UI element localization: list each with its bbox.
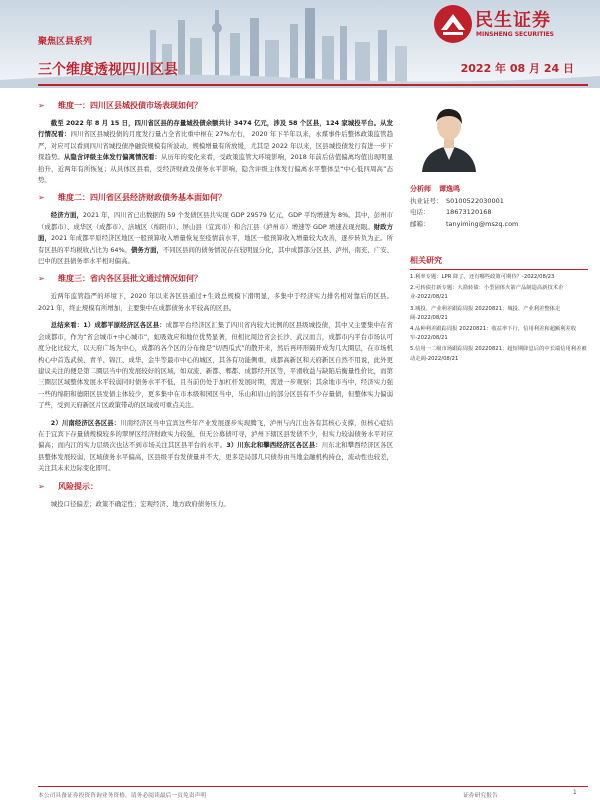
- paragraph: [38, 418, 393, 475]
- text-run: 川东北和攀西经济区各区县整体发展较弱，区域债务水平偏高，区县级平台发债量并不大，更多是局部几只债券由当地金融机构持仓，流动性也较差，关注其未来边际变化即可。: [38, 441, 394, 473]
- report-title: 三个维度透视四川区县: [38, 62, 178, 78]
- analyst-row: 邮箱： tanyiming@mszq.com: [410, 219, 588, 231]
- report-date: 2022 年 08 月 24 日: [460, 62, 574, 75]
- text-run: 从历年的变化来看，受政策监管大环境影响，2018 年前后估值偏离均值出现明显抬升，近两年有所恢复；从具体区县看，受经济财政及债务水平影响，隐含评级主体发行偏离水平整体呈“中心低四周高”态势。: [38, 153, 394, 185]
- analyst-row: 电话： 18673120168: [410, 208, 492, 216]
- bold-run: 截至 2022 年 8 月 15 日，四川省区县的存量城投债余额共计 3474 亿元，涉及 58 个区县，124 家城投平台。从发行情况看：: [38, 119, 393, 139]
- bold-run: 债务方面，: [130, 245, 163, 254]
- paragraph: [38, 210, 393, 267]
- arrow-bullet-icon: ➢: [38, 101, 45, 110]
- logo-chinese-text: 民生证券: [475, 10, 551, 31]
- arrow-bullet-icon: ➢: [38, 193, 45, 203]
- section-heading: ➢ 维度一：四川区县城投债市场表现如何？: [38, 101, 202, 110]
- company-logo: [433, 4, 593, 48]
- related-title: 相关研究: [410, 255, 588, 270]
- paragraph: [38, 499, 393, 510]
- related-item[interactable]: 4.品种利差跟踪周报 20220821：收益率下行，信用利差和超额利差收窄-2022/08/21: [410, 326, 577, 342]
- footer-report-type: 证券研究报告: [463, 793, 498, 799]
- header-divider: [38, 84, 588, 86]
- footer-divider: [38, 786, 588, 787]
- bold-run: 经济方面，: [50, 211, 83, 220]
- bold-run: 总结来看：1）成都平原经济区各区县：: [50, 321, 166, 330]
- text-run: 成都平台经济区汇集了四川省内较大比例的区县级城投债，其中又主要集中在省会成都市，作为“省会城市+中心城市”，虹吸效应和地位优势显著，但相比周边省会长沙、武汉而言，成都市内平台市场认可度分化比较大，以天府广场为中心，成都的各个区的分布像是“切西瓜式”的散开来，然后再环形隔开成为几大圈层，在市场机构心中首选武侯、青羊、锦江、成华、金牛等最市中心的城区，其各有功能侧重，成都高新区和天府新区自然不用说，此外更建议关注的便是第二圈层当中的发展较好的区域，如双流、新都、郫都、成都经开区等，平滑收益与缺陷后衡量性价比，而第三圈层区域整体发展水平较弱同时债务水平不低，且当前仍处于加杠杆发展时期，需进一步观察；其余地市当中，经济实力强一些的绵阳和德阳区县发债主体较少，更多集中在市本级和园区当中，乐山和眉山的部分区县有不少存量债，但整体实力偏弱了些，受到天府新区片区政策带动的区域或可重点关注。: [38, 321, 393, 410]
- analyst-name: 谭逸鸣: [439, 185, 460, 193]
- report-series: 聚焦区县系列: [38, 37, 93, 47]
- text-run: 四川省区县城投债的月度发行量占全省比重中枢在 27%左右， 2020 年下半年以来，永煤事件后整体政策监管趋严，对应可以看到四川省城投债净融资规模有所波动，规模增量有所放缓，尤其是 2022 年以来，区县城投债发行有进一步下探趋势。: [38, 130, 394, 162]
- logo-english-text: MINSHENG SECURITIES: [476, 31, 554, 38]
- paragraph: [38, 291, 393, 314]
- analyst-role: 分析师: [410, 185, 431, 193]
- related-item[interactable]: 2.可转债打新专题：大箭转债：小型固体火箭产品制造高新技术企业-2022/08/21: [410, 285, 564, 301]
- related-research: [410, 255, 588, 366]
- footer-disclaimer: 本公司具备证券投资咨询业务资格，请务必阅读最后一页免责声明: [38, 793, 207, 799]
- text-run: 2021 年成都平原经济区地区一般预算收入增量恢复至疫情前水平，地区一般预算收入增量较大改善，逐步转负为正。所有区县的平均税收占比为 64%。: [38, 234, 393, 254]
- analyst-row: 执业证号： S0100522030001: [410, 196, 504, 205]
- bold-run: 2）川南经济区各区县：: [50, 418, 121, 427]
- paragraph: [38, 118, 393, 186]
- text-run: 2021 年，四川省已出数据的 59 个发债区县共实现 GDP 29579 亿元，GDP 平均增速为 8%。其中，彭州市（成都市）、成华区（成都市）、涪城区（绵阳市）、屏山县（宜宾市）和合江县（泸州市）增速等 GDP 增速表现亮眼。: [38, 211, 393, 231]
- analyst-info: [410, 184, 588, 230]
- bold-run: 3）川东北和攀西经济区各区县：: [226, 441, 322, 450]
- header-banner: [0, 0, 600, 88]
- related-item[interactable]: 1.利率专题：LPR 降了，还有哪些政策可期待？-2022/08/23: [410, 274, 555, 280]
- section-heading: ➢ 风险提示：: [38, 481, 98, 491]
- paragraph: [38, 320, 393, 411]
- arrow-bullet-icon: ➢: [38, 481, 45, 491]
- page-number: 1: [573, 790, 577, 796]
- related-item[interactable]: 5.信用一二级市场跟踪周报 20220821：超短期降息后的中长端信用利差被动走阔-2022/08/21: [410, 346, 587, 362]
- analyst-email[interactable]: tanyiming@mszq.com: [446, 219, 519, 228]
- text-run: 近两年监管趋严的环境下，2020 年以来各区县通过+生效总规模下滑明显，多集中于经济实力排名相对靠后的区县。2021 年，终止规模有所增加，主要集中在成都债务水平较高的区县。: [38, 292, 393, 312]
- bold-run: 从隐含评级主体发行偏离情况看：: [63, 153, 162, 162]
- minsheng-logo-icon: [433, 4, 473, 44]
- text-run: 不同区县间的债务情况存在较明显分化，其中成都部分区县、泸州、南充、广安、巴中的区县债务率水平相对偏高。: [38, 245, 393, 266]
- section-heading: ➢ 维度二：四川省区县经济财政债务基本面如何？: [38, 193, 226, 203]
- main-content: [38, 100, 393, 516]
- arrow-bullet-icon: ➢: [38, 274, 45, 284]
- text-run: 川南经济区当中宜宾这些年产业发展逐步实现腾飞，泸州与内江也各有其核心支撑，但核心症结在于宜宾下存量债规模较多的翠屏区经济财政实力较强，但无公募债可寻，泸州下辖区县发债不少，但实力较弱债务水平对应偏高；而内江的实力层级次也达不到市场关注其区县平台的水平。: [38, 418, 394, 450]
- bold-run: 财政方面，: [38, 222, 393, 243]
- analyst-photo: [410, 94, 488, 172]
- text-run: 城投口径偏差；政策不确定性；宏观经济、地方政府债务压力。: [50, 499, 230, 508]
- section-heading: ➢ 维度三：省内各区县批文通过情况如何？: [38, 274, 202, 284]
- related-item[interactable]: 3.城投、产业利差跟踪周报 20220821：城投、产业利差整体走阔-2022/08/21: [410, 305, 561, 321]
